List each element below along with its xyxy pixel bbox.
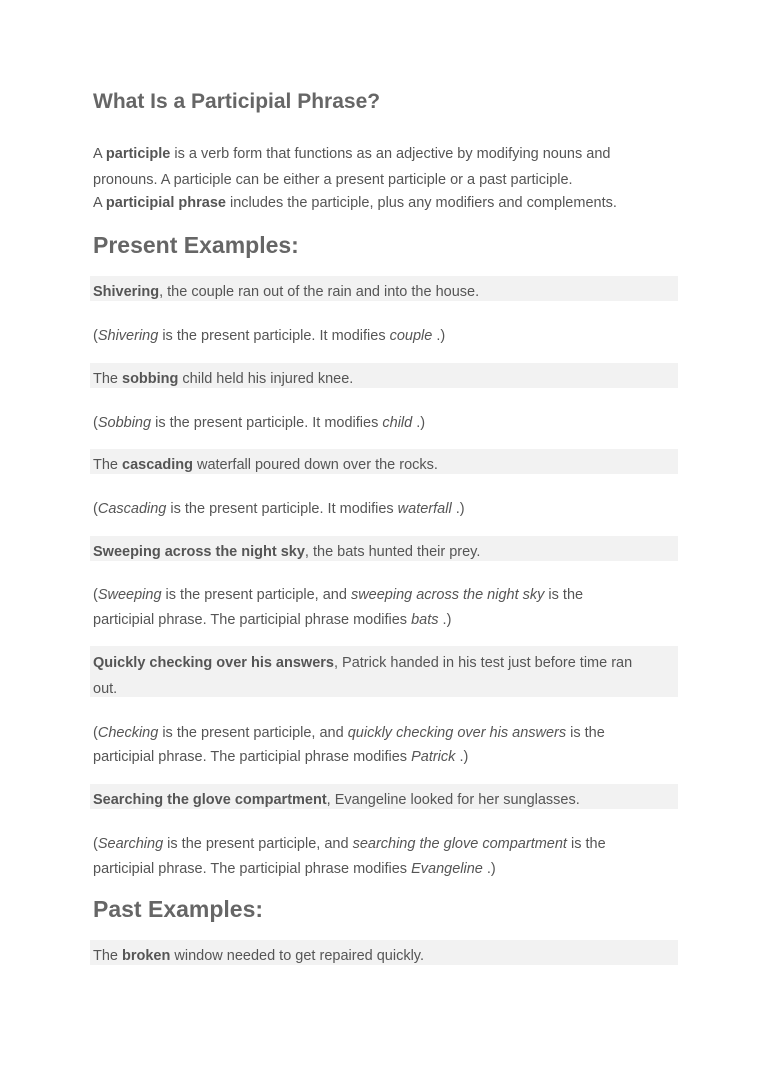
text: The [93, 457, 123, 473]
example-sentence [93, 947, 424, 965]
example-explanation-line-1 [93, 586, 583, 604]
term-participial-phrase: participial phrase [105, 195, 226, 211]
example-band [90, 449, 678, 474]
example-explanation [93, 414, 425, 432]
example-band [90, 536, 678, 561]
italic-term: couple [389, 328, 433, 344]
text: , Patrick handed in his test just before time ran [333, 655, 633, 671]
italic-term: sweeping across the night sky [350, 587, 545, 603]
example-explanation [93, 500, 465, 518]
text: A [93, 146, 106, 162]
italic-term: Shivering [97, 328, 159, 344]
example-band [90, 646, 678, 697]
text: is a verb form that functions as an adjective by modifying nouns and [170, 146, 611, 162]
example-explanation-line-2 [93, 611, 451, 629]
text: A [93, 195, 106, 211]
past-examples-heading: Past Examples: [93, 896, 264, 922]
text: participial phrase. The participial phrase modifies [93, 612, 412, 628]
italic-term: Sweeping [97, 587, 162, 603]
example-explanation [93, 327, 445, 345]
text: ( [93, 587, 98, 603]
text: .) [438, 612, 452, 628]
example-explanation-line-1 [93, 724, 605, 742]
italic-term: Sobbing [97, 415, 152, 431]
text: is the present participle. It modifies [166, 501, 398, 517]
term-participle: participle [105, 146, 171, 162]
intro-line-2: pronouns. A participle can be either a present participle or a past participle. [93, 172, 573, 188]
participial-phrase-bold: Searching the glove compartment [93, 792, 327, 808]
text: is the [566, 725, 605, 741]
page-title: What Is a Participial Phrase? [93, 90, 381, 113]
text: The [93, 371, 123, 387]
text: participial phrase. The participial phrase modifies [93, 861, 412, 877]
example-band [90, 784, 678, 809]
text: participial phrase. The participial phrase modifies [93, 749, 412, 765]
italic-term: Cascading [97, 501, 167, 517]
example-explanation-line-2 [93, 860, 496, 878]
italic-term: Patrick [411, 749, 456, 765]
example-sentence [93, 456, 438, 474]
text: is the [544, 587, 584, 603]
text: ( [93, 501, 98, 517]
intro-line-1 [93, 145, 610, 163]
example-band [90, 363, 678, 388]
italic-term: Checking [97, 725, 159, 741]
italic-term: bats [411, 612, 439, 628]
text: , Evangeline looked for her sunglasses. [326, 792, 580, 808]
text: is the present participle, and [158, 725, 348, 741]
text: .) [455, 749, 469, 765]
italic-term: Evangeline [411, 861, 483, 877]
example-band [90, 940, 678, 965]
text: is the present participle, and [163, 836, 353, 852]
italic-term: waterfall [397, 501, 452, 517]
text: is the [566, 836, 606, 852]
text: window needed to get repaired quickly. [170, 948, 424, 964]
italic-term: child [382, 415, 413, 431]
text: ( [93, 836, 98, 852]
text: , the bats hunted their prey. [304, 544, 481, 560]
participial-phrase-bold: Quickly checking over his answers [93, 655, 334, 671]
participle-bold: broken [122, 948, 171, 964]
text: .) [432, 328, 446, 344]
text: child held his injured knee. [178, 371, 354, 387]
text: is the present participle. It modifies [158, 328, 390, 344]
participle-bold: sobbing [122, 371, 179, 387]
italic-term: Searching [97, 836, 164, 852]
example-sentence [93, 543, 480, 561]
example-sentence [93, 791, 580, 809]
text: .) [451, 501, 465, 517]
text: ( [93, 328, 98, 344]
text: includes the participle, plus any modifiers and complements. [225, 195, 617, 211]
participle-bold: Shivering [93, 284, 160, 300]
text: waterfall poured down over the rocks. [192, 457, 438, 473]
italic-term: quickly checking over his answers [347, 725, 567, 741]
text: is the present participle, and [161, 587, 351, 603]
example-explanation-line-1 [93, 835, 606, 853]
participial-phrase-bold: Sweeping across the night sky [93, 544, 305, 560]
text: ( [93, 725, 98, 741]
example-sentence-line-2: out. [93, 681, 118, 697]
example-sentence [93, 370, 353, 388]
text: is the present participle. It modifies [151, 415, 383, 431]
example-band [90, 276, 678, 301]
text: .) [412, 415, 426, 431]
example-explanation-line-2 [93, 748, 468, 766]
text: , the couple ran out of the rain and into the house. [159, 284, 480, 300]
participle-bold: cascading [122, 457, 193, 473]
text: The [93, 948, 123, 964]
intro-line-3 [93, 194, 617, 212]
text: .) [482, 861, 496, 877]
present-examples-heading: Present Examples: [93, 232, 299, 258]
text: ( [93, 415, 98, 431]
example-sentence-line-1 [93, 654, 632, 672]
italic-term: searching the glove compartment [352, 836, 567, 852]
example-sentence [93, 283, 479, 301]
